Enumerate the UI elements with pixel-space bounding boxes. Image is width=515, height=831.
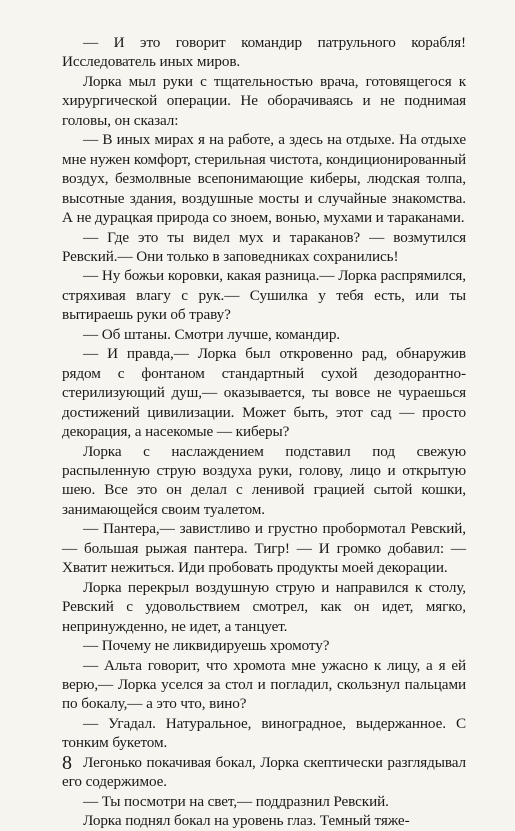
paragraph: Лорка перекрыл воздушную струю и направился к столу, Ревский с удовольствием смотрел, как он идет, мягко, непринужденно, не идет, а танцует. <box>62 578 466 635</box>
paragraph: Легонько покачивая бокал, Лорка скептически разглядывал его содержимое. <box>62 753 466 791</box>
paragraph: — В иных мирах я на работе, а здесь на отдыхе. На отдыхе мне нужен комфорт, стерильная чистота, кондиционированный воздух, безмолвные всепонимающие киберы, людская толпа, высотные здания, воздушные мосты и случайные знакомства. А не дурацкая природа со зноем, вонью, мухами и тараканами. <box>62 131 466 227</box>
paragraph: — Ты посмотри на свет,— поддразнил Ревский. <box>83 792 389 810</box>
paragraph: — И правда,— Лорка был откровенно рад, обнаружив рядом с фонтаном стандартный сухой дезодорантно-стерилизующий душ,— оказывается, ты вовсе не чураешься достижений цивилизации. Может быть, этот сад — просто декорация, а насекомые — киберы? <box>62 345 466 441</box>
paragraph: Лорка с наслаждением подставил под свежую распыленную струю воздуха руки, голову, лицо и открытую шею. Все это он делал с ленивой грацией сытой кошки, занимающейся своим туалетом. <box>62 442 466 518</box>
paragraph: — Об штаны. Смотри лучше, командир. <box>83 325 341 343</box>
paragraph: — Пантера,— завистливо и грустно пробормотал Ревский,— большая рыжая пантера. Тигр! — И громко добавил: — Хватит нежиться. Иди пробовать продукты моей декорации. <box>62 520 466 577</box>
paragraph: — Почему не ликвидируешь хромоту? <box>83 637 330 655</box>
body-text <box>62 33 466 831</box>
paragraph: — Альта говорит, что хромота мне ужасно к лицу, а я ей верю,— Лорка уселся за стол и погладил, скользнул пальцами по бокалу,— а это что, вино? <box>62 656 466 713</box>
paragraph: — Ну божьи коровки, какая разница.— Лорка распрямился, стряхивая влагу с рук.— Сушилка у тебя есть, или ты вытираешь руки об траву? <box>62 267 466 324</box>
page-number: 8 <box>62 752 72 774</box>
paragraph: — И это говорит командир патрульного корабля! Исследователь иных миров. <box>62 34 466 71</box>
paragraph: — Угадал. Натуральное, виноградное, выдержанное. С тонким букетом. <box>62 714 466 752</box>
paragraph: — Где это ты видел мух и тараканов? — возмутился Ревский.— Они только в заповедниках сохранились! <box>62 228 466 265</box>
paragraph: Лорка поднял бокал на уровень глаз. Темный тяже- <box>83 812 410 830</box>
paragraph: Лорка мыл руки с тщательностью врача, готовящегося к хирургической операции. Не оборачиваясь и не поднимая головы, он сказал: <box>62 72 466 129</box>
